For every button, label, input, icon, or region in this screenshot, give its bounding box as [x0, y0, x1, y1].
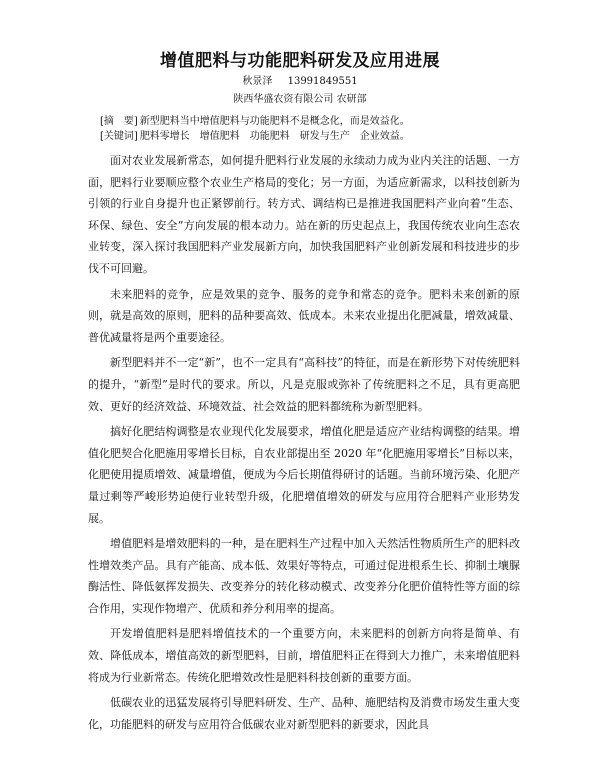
- abstract-label: [摘 要]: [100, 116, 138, 127]
- paragraph: 低碳农业的迅猛发展将引导肥料研发、生产、品种、施肥结构及消费市场发生重大变化，功能肥料的研发与应用符合低碳农业对新型肥料的新要求，因此具: [88, 696, 520, 731]
- author-phone: 13991849551: [287, 76, 358, 87]
- abstract-block: [100, 114, 520, 144]
- keywords-row: [100, 129, 520, 144]
- keywords-label: [关键词]: [100, 131, 138, 142]
- abstract-text: 新型肥料当中增值肥料与功能肥料不是概念化，而是效益化。: [139, 116, 410, 127]
- paragraph: 未来肥料的竞争，应是效果的竞争、服务的竞争和常态的竞争。肥料未来创新的原则，就是高效的原则，肥料的品种要高效、低成本。未来农业提出化肥减量，增效减量、普优减量将是两个重要途径。: [88, 287, 520, 344]
- paragraph: 新型肥料并不一定“新”，也不一定具有“高科技”的特征，而是在新形势下对传统肥料的提升，“新型”是时代的要求。所以，凡是克服或弥补了传统肥料之不足，具有更高肥效、更好的经济效益、环境效益、社会效益的肥料都统称为新型肥料。: [88, 356, 520, 413]
- keywords-text: 肥料零增长 增值肥料 功能肥料 研发与生产 企业效益。: [139, 131, 410, 142]
- abstract-row: [100, 114, 520, 129]
- organization: 陕西华盛农资有限公司 农研部: [233, 94, 367, 105]
- author-name: 秋景泽: [242, 76, 273, 87]
- author-line: [0, 72, 600, 87]
- page-title: 增值肥料与功能肥料研发及应用进展: [160, 51, 440, 71]
- paragraph: 面对农业发展新常态，如何提升肥料行业发展的永续动力成为业内关注的话题、一方面，肥料行业要顺应整个农业生产格局的变化；另一方面，为适应新需求，以科技创新为引领的行业自身提升也正紧锣前行。转方式、调结构已是推进我国肥料产业向着“生态、环保、绿色、安全”方向发展的根本动力。站在新的历史起点上，我国传统农业向生态农业转变，深入探讨我国肥料产业发展新方向，加快我国肥料产业创新发展和科技进步的步伐不可回避。: [88, 154, 520, 275]
- article-body: [88, 150, 520, 737]
- paragraph: 搞好化肥结构调整是农业现代化发展要求，增值化肥是适应产业结构调整的结果。增值化肥契合化肥施用零增长目标，自农业部提出至 2020 年“化肥施用零增长”目标以来，化肥使用提质增效、减量增值，便成为今后长期值得研讨的话题。当前环境污染、化肥产量过剩等严峻形势迫使行业转型升级，化肥增值增效的研发与应用符合肥料产业形势发展。: [88, 425, 520, 525]
- paragraph: 增值肥料是增效肥料的一种，是在肥料生产过程中加入天然活性物质所生产的肥料改性增效类产品。具有产能高、成本低、效果好等特点，可通过促进根系生长、抑制土壤脲酶活性、降低氨挥发损失、改变养分的转化移动模式、改变养分化肥价值特性等方面的综合作用，实现作物增产、优质和养分利用率的提高。: [88, 537, 520, 615]
- paragraph: 开发增值肥料是肥料增值技术的一个重要方向，未来肥料的创新方向将是简单、有效、降低成本，增值高效的新型肥料，目前，增值肥料正在得到大力推广，未来增值肥料将成为行业新常态。传统化肥增效改性是肥料科技创新的重要方面。: [88, 627, 520, 684]
